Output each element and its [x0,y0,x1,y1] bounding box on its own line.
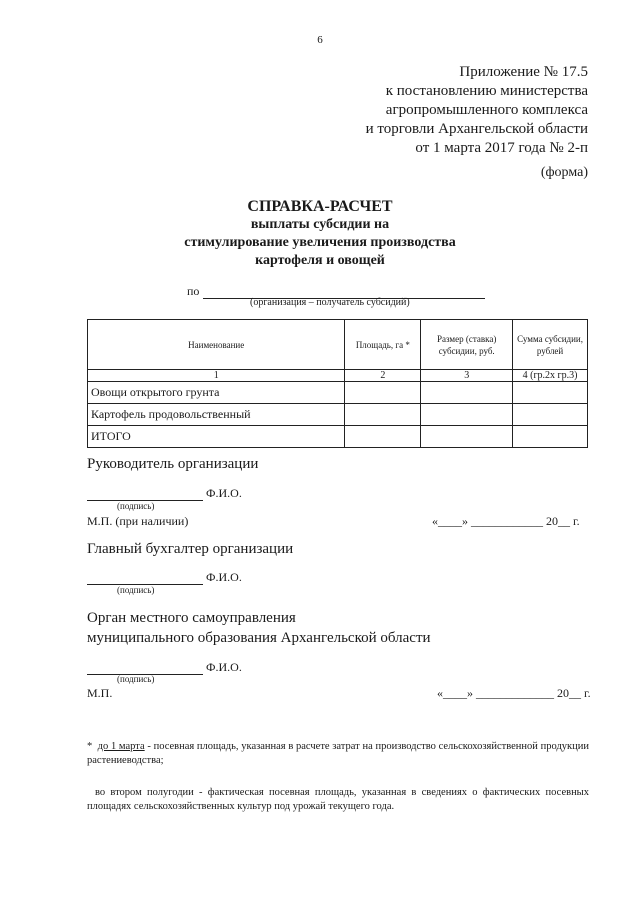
accountant-signature-field[interactable] [87,573,203,585]
row-label: ИТОГО [88,426,345,448]
document-title [0,197,640,270]
stamp-label: М.П. (при наличии) [87,514,189,528]
header-cell: Сумма субсидии, рублей [513,320,588,370]
title-line: стимулирование увеличения производства [184,235,456,250]
appendix-line: агропромышленного комплекса [385,102,588,118]
rate-cell[interactable] [421,382,513,404]
header-cell: Наименование [88,320,345,370]
date-field[interactable]: «____» _____________ 20__ г. [437,686,591,700]
area-cell[interactable] [345,404,421,426]
form-label: (форма) [540,165,588,180]
page-number: 6 [317,34,323,46]
column-number: 4 (гр.2х гр.3) [513,370,588,382]
local-gov-title: Орган местного самоуправления [87,610,296,626]
footnote-star: * [87,741,93,752]
appendix-line: Приложение № 17.5 [459,64,588,80]
table-row [88,382,588,404]
footnote-text: - посевная площадь, указанная в расчете затрат на производство сельскохозяйственной продукции растениеводства; [87,741,589,766]
organization-caption: (организация – получатель субсидий) [250,297,410,308]
area-cell[interactable] [345,426,421,448]
footnote-2: во втором полугодии - фактическая посевная площадь, указанная в сведениях о фактических посевных площадях сельскохозяйственных культур под урожай текущего года. [87,787,589,812]
rate-cell[interactable] [421,426,513,448]
table-header-row [88,320,588,370]
appendix-block [366,63,588,158]
header-cell: Размер (ставка) субсидии, руб. [421,320,513,370]
area-cell[interactable] [345,382,421,404]
table-row [88,404,588,426]
row-label: Картофель продовольственный [88,404,345,426]
title-line: выплаты субсидии на [250,217,390,232]
local-gov-title: муниципального образования Архангельской области [87,630,431,646]
accountant-title: Главный бухгалтер организации [87,541,294,557]
rate-cell[interactable] [421,404,513,426]
head-signature-field[interactable] [87,489,203,501]
column-number-row [88,370,588,382]
sum-cell[interactable] [513,382,588,404]
stamp-label: М.П. [87,686,113,700]
subsidy-table [87,319,588,448]
fio-label: Ф.И.О. [206,660,242,674]
appendix-line: от 1 марта 2017 года № 2-п [415,140,588,156]
fio-label: Ф.И.О. [206,570,242,584]
head-title: Руководитель организации [87,456,259,472]
column-number: 2 [345,370,421,382]
fio-label: Ф.И.О. [206,486,242,500]
sum-cell[interactable] [513,404,588,426]
footnote-1 [87,740,589,768]
local-signature-line [87,660,242,675]
appendix-line: к постановлению министерства [385,83,588,99]
org-prefix: по [187,284,200,298]
header-cell: Площадь, га * [345,320,421,370]
head-signature-line [87,486,242,501]
sum-cell[interactable] [513,426,588,448]
footnote-underlined: до 1 марта [97,741,145,752]
signature-caption: (подпись) [117,501,155,511]
title-line: картофеля и овощей [255,253,385,268]
date-field[interactable]: «____» ____________ 20__ г. [432,514,580,528]
column-number: 3 [421,370,513,382]
title-line: СПРАВКА-РАСЧЕТ [247,198,393,215]
appendix-line: и торговли Архангельской области [365,121,588,137]
signature-caption: (подпись) [117,674,155,684]
table-row [88,426,588,448]
column-number: 1 [88,370,345,382]
signature-caption: (подпись) [117,585,155,595]
row-label: Овощи открытого грунта [88,382,345,404]
accountant-signature-line [87,570,242,585]
